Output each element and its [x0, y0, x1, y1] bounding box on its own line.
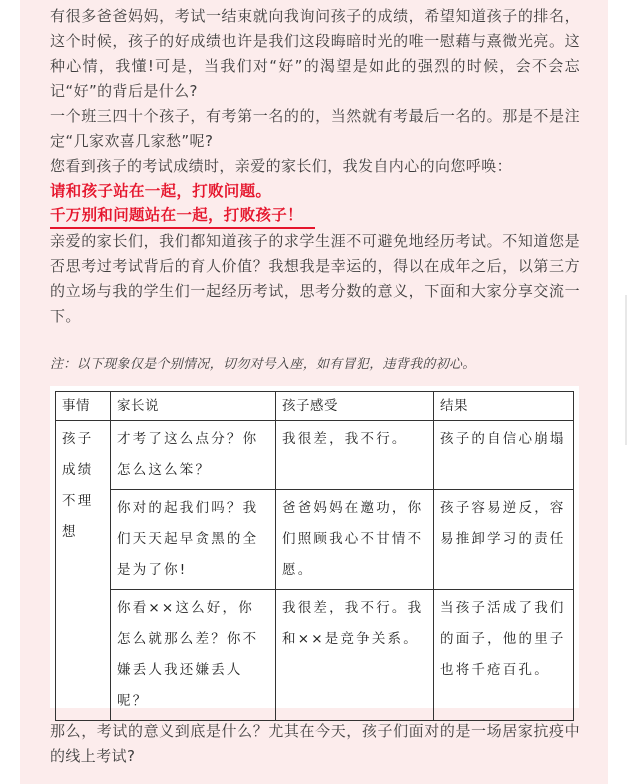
- disclaimer-note: 注：以下现象仅是个别情况，切勿对号入座，如有冒犯，违背我的初心。: [50, 357, 476, 372]
- header-parent-says: 家长说: [111, 392, 276, 421]
- child-feels-cell: 我很差，我不行。: [276, 421, 434, 490]
- result-cell: 孩子的自信心崩塌: [434, 421, 574, 490]
- paragraph-intro: 有很多爸爸妈妈，考试一结束就向我询问孩子的成绩，希望知道孩子的排名，这个时候，孩子的好成绩也许是我们这段晦暗时光的唯一慰藉与熹微光亮。这种心情，我懂!可是，当我们对“好”的渴望是如此的强烈的时候，会不会忘记“好”的背后是什么?: [50, 7, 580, 100]
- event-cell: 孩子成绩不理想: [56, 421, 111, 721]
- child-feels-cell: 爸爸妈妈在邀功，你们照顾我心不甘情不愿。: [276, 490, 434, 590]
- parent-says-cell: 才考了这么点分？你怎么这么笨？: [111, 421, 276, 490]
- comparison-table: [55, 391, 574, 721]
- table-image: [50, 386, 579, 708]
- paragraph-exam-value: 亲爱的家长们，我们都知道孩子的求学生涯不可避免地经历考试。不知道您是否思考过考试背后的育人价值？我想我是幸运的，得以在成年之后，以第三方的立场与我的学生们一起经历考试，思考分数的意义，下面和大家分享交流一下。: [50, 232, 580, 325]
- header-child-feels: 孩子感受: [276, 392, 434, 421]
- parent-says-cell: 你看××这么好，你怎么就那么差？你不嫌丢人我还嫌丢人呢？: [111, 590, 276, 721]
- scrollbar[interactable]: [625, 295, 627, 445]
- paragraph-appeal: 您看到孩子的考试成绩时，亲爱的家长们，我发自内心的向您呼唤：: [50, 157, 513, 175]
- table-row: [56, 421, 574, 490]
- result-cell: 当孩子活成了我们的面子，他的里子也将千疮百孔。: [434, 590, 574, 721]
- table-row: [56, 590, 574, 721]
- table-row: [56, 490, 574, 590]
- parent-says-cell: 你对的起我们吗？我们天天起早贪黑的全是为了你!: [111, 490, 276, 590]
- paragraph-question: 那么，考试的意义到底是什么？尤其在今天，孩子们面对的是一场居家抗疫中的线上考试?: [50, 722, 580, 765]
- callout-stand-with-child: 请和孩子站在一起，打败问题。: [50, 182, 272, 200]
- table-header-row: [56, 392, 574, 421]
- paragraph-ranking: 一个班三四十个孩子，有考第一名的的，当然就有考最后一名的。那是不是注定“几家欢喜几家愁”呢?: [50, 107, 580, 150]
- child-feels-cell: 我很差，我不行。我和××是竞争关系。: [276, 590, 434, 721]
- header-result: 结果: [434, 392, 574, 421]
- result-cell: 孩子容易逆反，容易推卸学习的责任: [434, 490, 574, 590]
- header-event: 事情: [56, 392, 111, 421]
- callout-dont-stand-with-problem: 千万别和问题站在一起，打败孩子！: [50, 204, 315, 229]
